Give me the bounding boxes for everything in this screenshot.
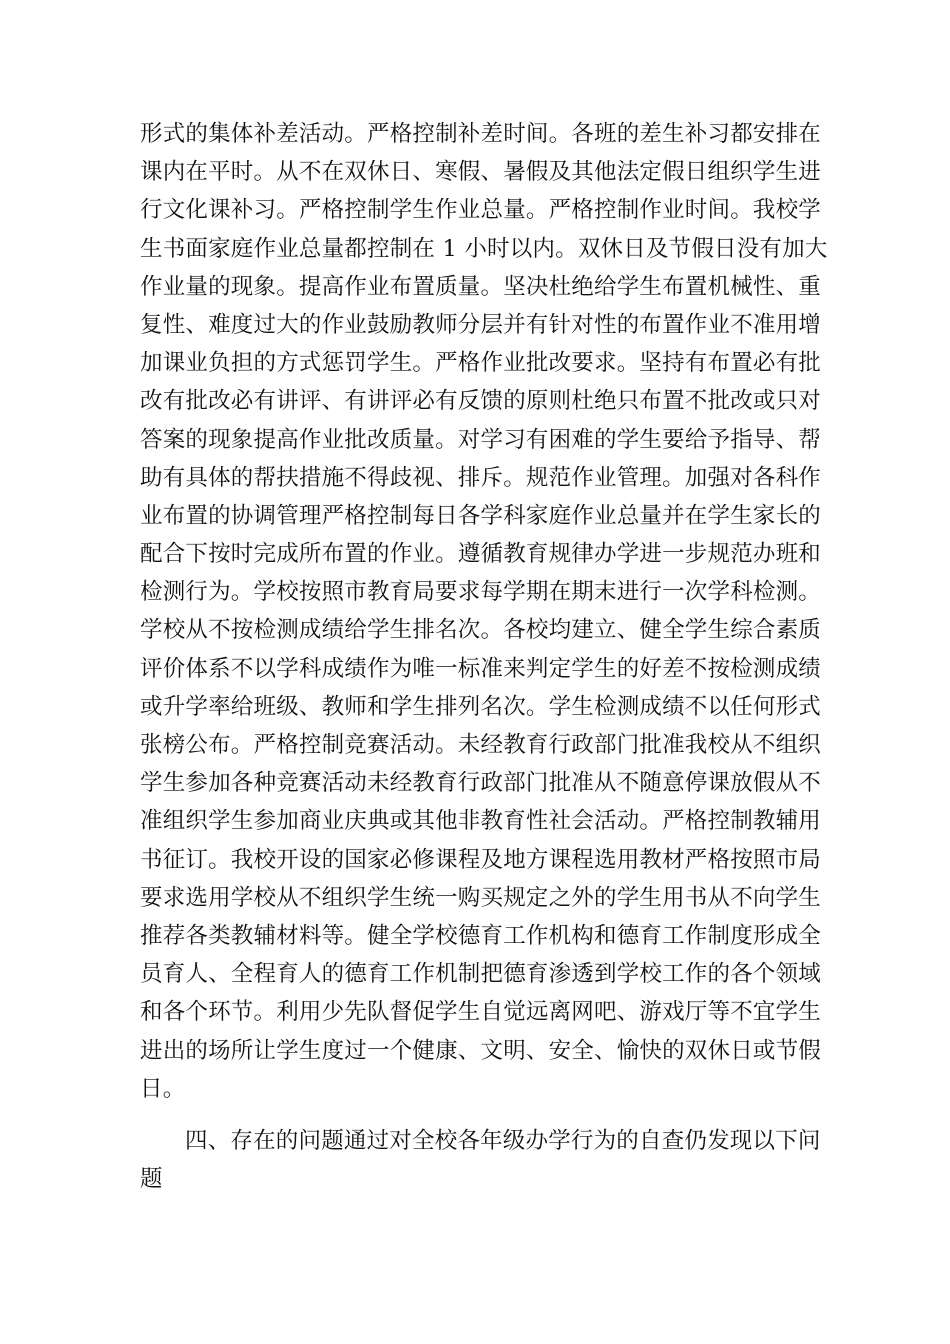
paragraph-line: 生书面家庭作业总量都控制在 1 小时以内。双休日及节假日没有加大: [140, 235, 828, 262]
body-paragraph: [140, 115, 828, 1108]
paragraph-line: 推荐各类教辅材料等。健全学校德育工作机构和德育工作制度形成全: [140, 922, 822, 949]
paragraph-line: 学生参加各种竞赛活动未经教育行政部门批准从不随意停课放假从不: [140, 770, 822, 797]
paragraph-line: 改有批改必有讲评、有讲评必有反馈的原则杜绝只布置不批改或只对: [140, 388, 822, 415]
paragraph-line: 或升学率给班级、教师和学生排列名次。学生检测成绩不以任何形式: [140, 693, 822, 720]
paragraph-line: 四、存在的问题通过对全校各年级办学行为的自查仍发现以下问: [185, 1128, 821, 1154]
paragraph-line: 张榜公布。严格控制竞赛活动。未经教育行政部门批准我校从不组织: [140, 732, 822, 758]
paragraph-line: 员育人、全程育人的德育工作机制把德育渗透到学校工作的各个领域: [140, 961, 822, 988]
paragraph-line: 学校从不按检测成绩给学生排名次。各校均建立、健全学生综合素质: [140, 617, 822, 644]
paragraph-line: 日。: [140, 1075, 186, 1102]
paragraph-line: 评价体系不以学科成绩作为唯一标准来判定学生的好差不按检测成绩: [140, 655, 822, 682]
paragraph-line: 准组织学生参加商业庆典或其他非教育性社会活动。严格控制教辅用: [140, 808, 822, 835]
paragraph-line: 书征订。我校开设的国家必修课程及地方课程选用教材严格按照市局: [140, 846, 822, 873]
paragraph-line: 作业量的现象。提高作业布置质量。坚决杜绝给学生布置机械性、重: [140, 273, 822, 300]
paragraph-line: 助有具体的帮扶措施不得歧视、排斥。规范作业管理。加强对各科作: [140, 464, 822, 491]
paragraph-line: 行文化课补习。严格控制学生作业总量。严格控制作业时间。我校学: [140, 197, 822, 224]
section-heading-paragraph: [140, 1122, 821, 1198]
paragraph-line: 配合下按时完成所布置的作业。遵循教育规律办学进一步规范办班和: [140, 541, 822, 568]
paragraph-line: 复性、难度过大的作业鼓励教师分层并有针对性的布置作业不准用增: [140, 311, 822, 338]
paragraph-line: 和各个环节。利用少先队督促学生自觉远离网吧、游戏厅等不宜学生: [140, 999, 822, 1026]
paragraph-line: 加课业负担的方式惩罚学生。严格作业批改要求。坚持有布置必有批: [140, 350, 822, 377]
paragraph-line: 业布置的协调管理严格控制每日各学科家庭作业总量并在学生家长的: [140, 502, 822, 529]
paragraph-line: 要求选用学校从不组织学生统一购买规定之外的学生用书从不向学生: [140, 884, 822, 911]
paragraph-line: 答案的现象提高作业批改质量。对学习有困难的学生要给予指导、帮: [140, 426, 822, 453]
paragraph-line: 形式的集体补差活动。严格控制补差时间。各班的差生补习都安排在: [140, 121, 822, 147]
paragraph-line: 题: [140, 1166, 163, 1193]
paragraph-line: 课内在平时。从不在双休日、寒假、暑假及其他法定假日组织学生进: [140, 159, 822, 186]
paragraph-line: 进出的场所让学生度过一个健康、文明、安全、愉快的双休日或节假: [140, 1037, 822, 1064]
paragraph-line: 检测行为。学校按照市教育局要求每学期在期末进行一次学科检测。: [140, 579, 822, 606]
